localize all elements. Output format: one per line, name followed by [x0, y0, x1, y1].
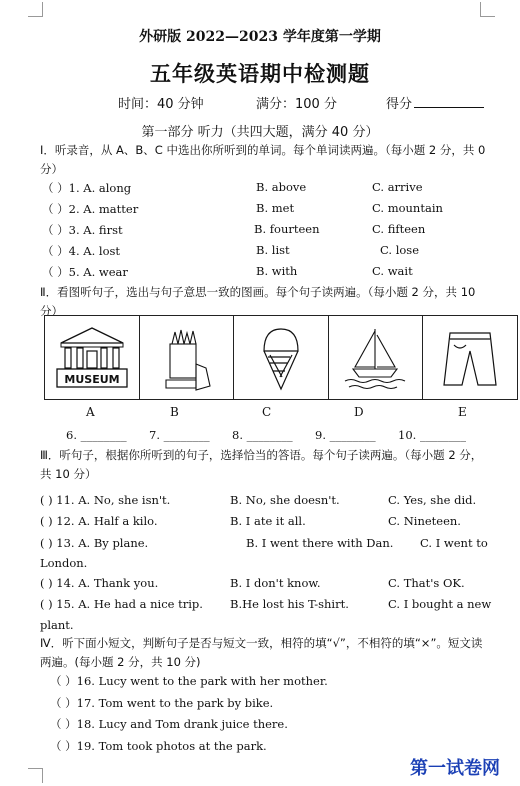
museum-word: MUSEUM	[64, 372, 120, 386]
picture-crayons	[140, 316, 235, 399]
q3-item-14: ( ) 14. A. Thank you.	[40, 576, 159, 590]
q4-item-18: （ ）18. Lucy and Tom drank juice there.	[50, 717, 288, 731]
q3-option-c: C. Yes, she did.	[388, 493, 477, 507]
crayons-icon	[160, 324, 212, 392]
answer-blank-7: 7. ________	[149, 428, 210, 442]
picture-sailboat	[329, 316, 424, 399]
q1-instruction: Ⅰ．听录音，从 A、B、C 中选出你所听到的单词。每个单词读两遍。（每小题 2 分，共 0 分）	[40, 143, 486, 176]
q3-option-b: B. No, she doesn't.	[230, 493, 340, 507]
q4-instruction: Ⅳ．听下面小短文，判断句子是否与短文一致，相符的填“√”，不相符的填“×”。短文读两遍。(每小题 2 分，共 10 分)	[40, 636, 483, 669]
q3-option-c: C. That's OK.	[388, 576, 465, 590]
q4-item-17: （ ）17. Tom went to the park by bike.	[50, 696, 274, 710]
picture-letter-c: C	[262, 405, 272, 419]
q1-item-5: （ ）5. A. wear	[42, 265, 128, 279]
q1-option-b: B. met	[256, 201, 295, 215]
picture-letter-d: D	[354, 405, 364, 419]
answer-blank-9: 9. ________	[315, 428, 376, 442]
answer-blank-8: 8. ________	[232, 428, 293, 442]
q1-option-c: C. wait	[372, 264, 413, 278]
q3-item-15: ( ) 15. A. He had a nice trip.	[40, 597, 203, 611]
q2-instruction: Ⅱ．看图听句子，选出与句子意思一致的图画。每个句子读两遍。（每小题 2 分，共 10 分）	[40, 285, 476, 318]
museum-icon	[55, 325, 129, 391]
q3-item-12: ( ) 12. A. Half a kilo.	[40, 514, 158, 528]
q3-option-b: B. I don't know.	[230, 576, 321, 590]
picture-museum	[45, 316, 140, 399]
exam-header: 外研版 2022—2023 学年度第一学期	[139, 29, 381, 45]
q3-option-c: C. I went to	[420, 536, 488, 550]
picture-shorts	[423, 316, 517, 399]
q3-wrap-13: London.	[40, 556, 88, 570]
crop-mark-top-right	[480, 2, 495, 17]
time-label: 时间：40 分钟	[118, 97, 204, 112]
q1-item-1: （ ）1. A. along	[42, 181, 132, 195]
q1-option-b: B. list	[256, 243, 290, 257]
picture-letter-e: E	[458, 405, 467, 419]
q4-item-19: （ ）19. Tom took photos at the park.	[50, 739, 267, 753]
answer-blank-10: 10. ________	[398, 428, 466, 442]
q1-option-b: B. above	[256, 180, 307, 194]
picture-table	[44, 315, 518, 400]
q3-item-13: ( ) 13. A. By plane.	[40, 536, 149, 550]
q3-instruction: Ⅲ．听句子，根据你所听到的句子，选择恰当的答语。每个句子读两遍。（每小题 2 分，共 10 分）	[40, 448, 483, 481]
q1-option-b: B. with	[256, 264, 298, 278]
crop-mark-top-left	[28, 2, 43, 17]
q3-option-b: B.He lost his T-shirt.	[230, 597, 349, 611]
q1-option-c: C. mountain	[372, 201, 443, 215]
exam-title: 五年级英语期中检测题	[150, 61, 370, 86]
watermark-logo: 第一试卷网	[410, 758, 500, 779]
q4-item-16: （ ）16. Lucy went to the park with her mother.	[50, 674, 328, 688]
score-text: 得分	[386, 97, 413, 112]
q1-option-c: C. arrive	[372, 180, 423, 194]
q3-option-c: C. Nineteen.	[388, 514, 461, 528]
shorts-icon	[440, 325, 500, 391]
picture-ice-cream	[234, 316, 329, 399]
ice-cream-icon	[256, 325, 306, 391]
q3-wrap-15: plant.	[40, 618, 74, 632]
sailboat-icon	[341, 325, 411, 391]
crop-mark-bottom-left	[28, 768, 43, 783]
answer-blank-6: 6. ________	[66, 428, 127, 442]
q3-option-c: C. I bought a new	[388, 597, 492, 611]
q1-option-c: C. fifteen	[372, 222, 426, 236]
q1-option-c: C. lose	[380, 243, 420, 257]
q1-item-3: （ ）3. A. first	[42, 223, 123, 237]
q3-option-b: B. I went there with Dan.	[246, 536, 394, 550]
q3-option-b: B. I ate it all.	[230, 514, 306, 528]
q3-item-11: ( ) 11. A. No, she isn't.	[40, 493, 171, 507]
score-blank	[414, 95, 484, 108]
q1-item-4: （ ）4. A. lost	[42, 244, 121, 258]
q1-item-2: （ ）2. A. matter	[42, 202, 139, 216]
picture-letter-b: B	[170, 405, 179, 419]
q1-option-b: B. fourteen	[254, 222, 320, 236]
part-one-title: 第一部分 听力（共四大题，满分 40 分）	[141, 125, 379, 140]
score-label	[386, 93, 484, 112]
full-score-label: 满分：100 分	[256, 97, 337, 112]
picture-letter-a: A	[86, 405, 95, 419]
